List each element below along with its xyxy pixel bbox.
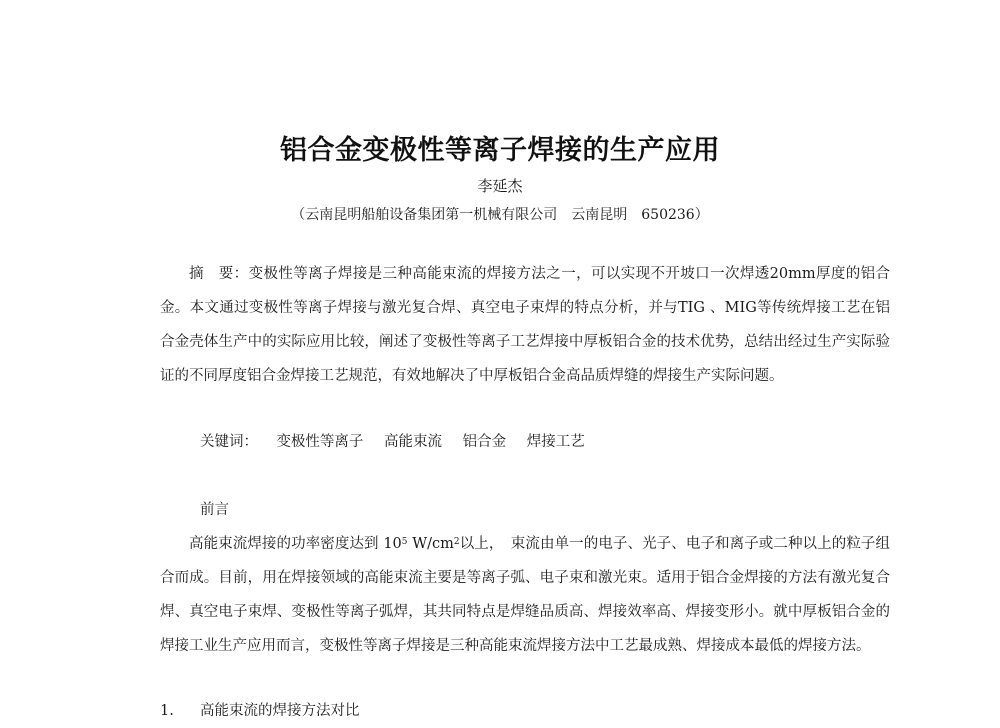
keywords-line [200, 425, 601, 459]
section-number: 1. [160, 703, 174, 719]
keyword: 焊接工艺 [526, 434, 585, 450]
section-heading-1 [160, 694, 360, 728]
intro-superscript-2: 2 [453, 537, 460, 547]
section-heading-intro: 前言 [200, 502, 229, 518]
abstract-text: 变极性等离子焊接是三种高能束流的焊接方法之一，可以实现不开坡口一次焊透20mm厚度的铝合金。本文通过变极性等离子焊接与激光复合焊、真空电子束焊的特点分析，并与TIG 、MIG等传统焊接工艺在铝合金壳体生产中的实际应用比较，阐述了变极性等离子工艺焊接中厚板铝合金的技术优势，总结出经过生产实际验证的不同厚度铝合金焊接工艺规范，有效地解决了中厚板铝合金高品质焊缝的焊接生产实际问题。 [160, 266, 891, 384]
paper-title: 铝合金变极性等离子焊接的生产应用 [280, 135, 720, 166]
keyword: 高能束流 [384, 434, 443, 450]
abstract-label: 摘 要： [189, 266, 249, 282]
author-name: 李延杰 [477, 177, 523, 195]
intro-text-1: 高能束流焊接的功率密度达到 10 [189, 536, 402, 552]
intro-text-2: W/cm [407, 536, 454, 552]
keywords-label: 关键词： [200, 434, 258, 450]
keyword: 变极性等离子 [276, 434, 364, 450]
abstract-paragraph [160, 257, 890, 393]
intro-superscript-1: 5 [401, 537, 408, 547]
author-affiliation: （云南昆明船舶设备集团第一机械有限公司 云南昆明 650236） [291, 207, 709, 223]
intro-text-3: 以上， 束流由单一的电子、光子、电子和离子或二种以上的粒子组合而成。目前，用在焊接领域的高能束流主要是等离子弧、电子束和激光束。适用于铝合金焊接的方法有激光复合焊、真空电子束焊、变极性等离子弧焊，其共同特点是焊缝品质高、焊接效率高、焊接变形小。就中厚板铝合金的焊接工业生产应用而言，变极性等离子焊接是三种高能束流焊接方法中工艺最成熟、焊接成本最低的焊接方法。 [160, 536, 890, 654]
keyword: 铝合金 [462, 434, 507, 450]
intro-paragraph [160, 527, 890, 663]
section-title: 高能束流的焊接方法对比 [200, 703, 360, 719]
